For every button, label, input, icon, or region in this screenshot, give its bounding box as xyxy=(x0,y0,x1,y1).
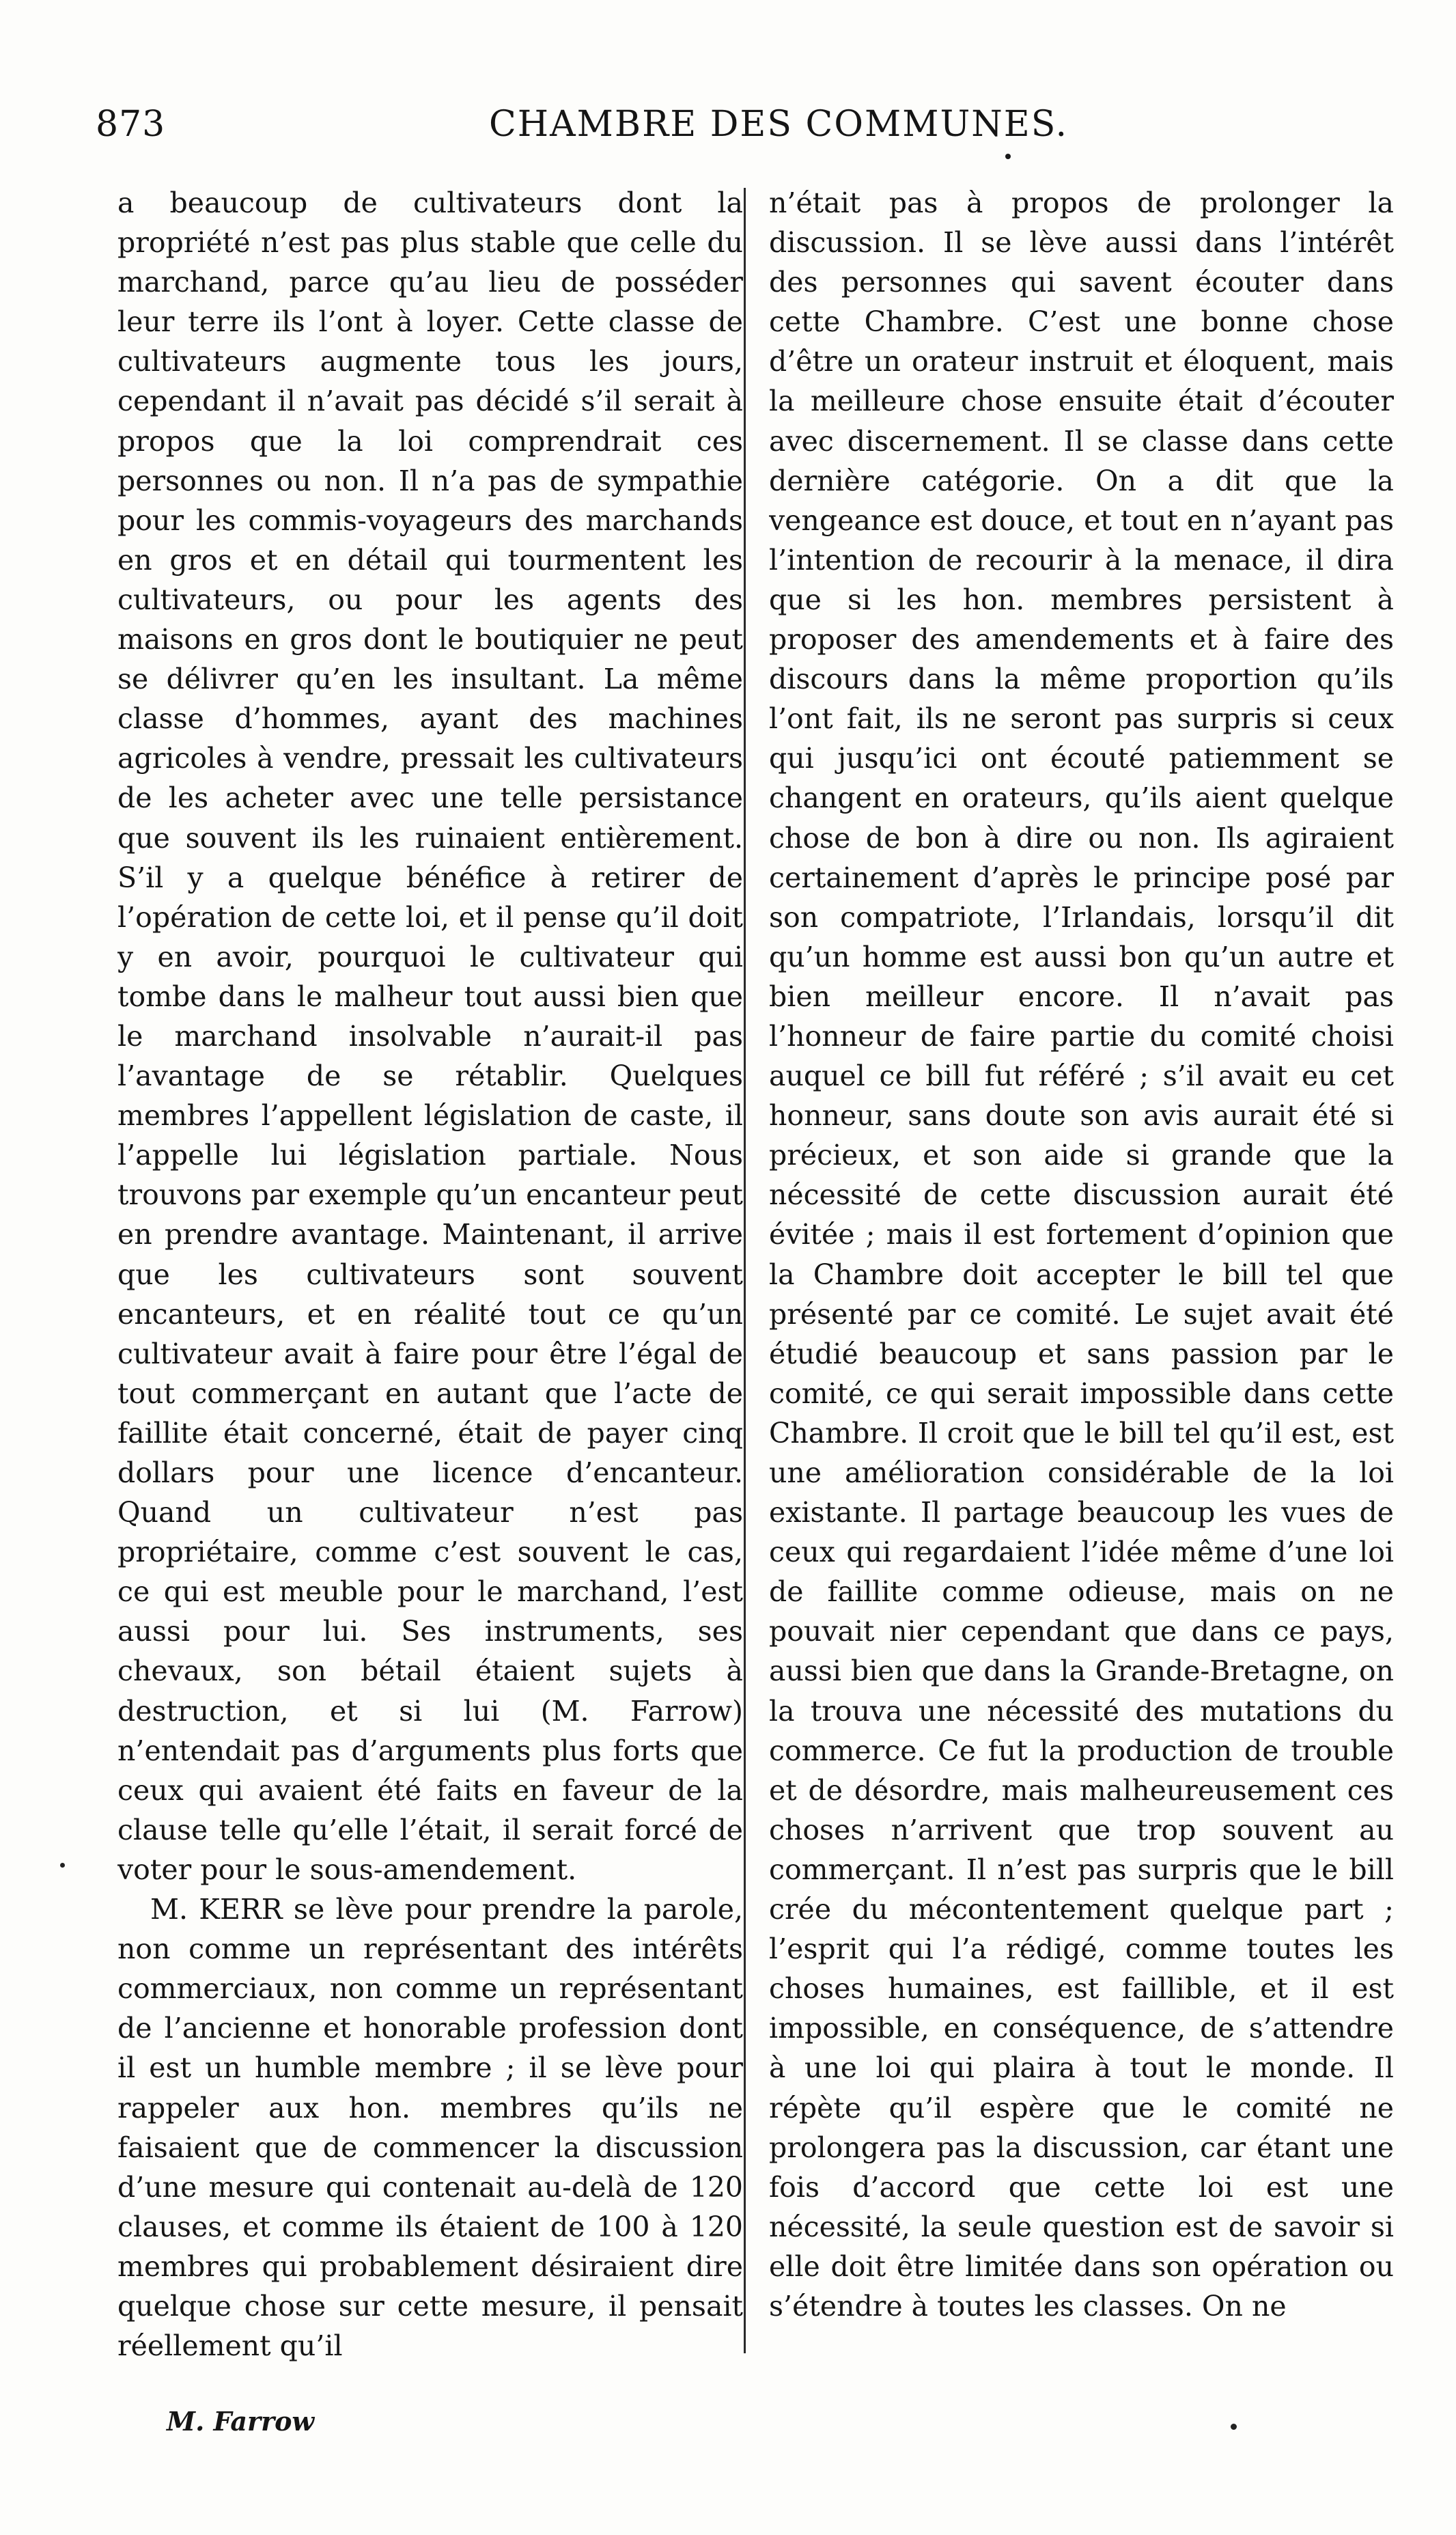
right-column xyxy=(769,183,1394,2369)
left-paragraph-2: M. KERR se lève pour prendre la parole, non comme un représentant des intérêts commerciaux, non comme un représentant de l’ancienne et honorable profession dont il est un humble membre ; il se lève pour rappeler aux hon. membres qu’ils ne faisaient que de commencer la discussion d’une mesure qui contenait au-delà de 120 clauses, et comme ils étaient de 100 à 120 membres qui probablement désiraient dire quelque chose sur cette mesure, il pensait réellement qu’il xyxy=(117,1893,743,2363)
speaker-catchword: M. Farrow xyxy=(167,2406,315,2437)
left-column xyxy=(117,183,743,2369)
column-divider xyxy=(744,188,746,2353)
left-paragraph-1: a beaucoup de cultivateurs dont la propriété n’est pas plus stable que celle du marchand, parce qu’au lieu de posséder leur terre ils l’ont à loyer. Cette classe de cultivateurs augmente tous les jours, cependant il n’avait pas décidé s’il serait à propos que la loi comprendrait ces personnes ou non. Il n’a pas de sympathie pour les commis-voyageurs des marchands en gros et en détail qui tourmentent les cultivateurs, ou pour les agents des maisons en gros dont le boutiquier ne peut se délivrer qu’en les insultant. La même classe d’hommes, ayant des machines agricoles à vendre, pressait les cultivateurs de les acheter avec une telle persistance que souvent ils les ruinaient entièrement. S’il y a quelque bénéfice à retirer de l’opération de cette loi, et il pense qu’il doit y en avoir, pourquoi le cultivateur qui tombe dans le malheur tout aussi bien que le marchand insolvable n’aurait-il pas l’avantage de se rétablir. Quelques membres l’appellent législation de caste, il l’appelle lui législation partiale. Nous trouvons par exemple qu’un encanteur peut en prendre avantage. Maintenant, il arrive que les cultivateurs sont souvent encanteurs, et en réalité tout ce qu’un cultivateur avait à faire pour être l’égal de tout commerçant en autant que l’acte de faillite était concerné, était de payer cinq dollars pour une licence d’encanteur. Quand un cultivateur n’est pas propriétaire, comme c’est souvent le cas, ce qui est meuble pour le marchand, l’est aussi pour lui. Ses instruments, ses chevaux, son bétail étaient sujets à destruction, et si lui (M. Farrow) n’entendait pas d’arguments plus forts que ceux qui avaient été faits en faveur de la clause telle qu’elle l’était, il serait forcé de voter pour le sous-amendement. xyxy=(117,186,743,1886)
running-title: CHAMBRE DES COMMUNES. xyxy=(488,104,1069,145)
margin-mark xyxy=(60,1863,65,1868)
right-paragraph-1: n’était pas à propos de prolonger la discussion. Il se lève aussi dans l’intérêt des personnes qui savent écouter dans cette Chambre. C’est une bonne chose d’être un orateur instruit et éloquent, mais la meilleure chose ensuite était d’écouter avec discernement. Il se classe dans cette dernière catégorie. On a dit que la vengeance est douce, et tout en n’ayant pas l’intention de recourir à la menace, il dira que si les hon. membres persistent à proposer des amendements et à faire des discours dans la même proportion qu’ils l’ont fait, ils ne seront pas surpris si ceux qui jusqu’ici ont écouté patiemment se changent en orateurs, qu’ils aient quelque chose de bon à dire ou non. Ils agiraient certainement d’après le principe posé par son compatriote, l’Irlandais, lorsqu’il dit qu’un homme est aussi bon qu’un autre et bien meilleur encore. Il n’avait pas l’honneur de faire partie du comité choisi auquel ce bill fut référé ; s’il avait eu cet honneur, sans doute son avis aurait été si précieux, et son aide si grande que la nécessité de cette discussion aurait été évitée ; mais il est fortement d’opinion que la Chambre doit accepter le bill tel que présenté par ce comité. Le sujet avait été étudié beaucoup et sans passion par le comité, ce qui serait impossible dans cette Chambre. Il croit que le bill tel qu’il est, est une amélioration considérable de la loi existante. Il partage beaucoup les vues de ceux qui regardaient l’idée même d’une loi de faillite comme odieuse, mais on ne pouvait nier cependant que dans ce pays, aussi bien que dans la Grande-Bretagne, on la trouva une nécessité des mutations du commerce. Ce fut la production de trouble et de désordre, mais malheureusement ces choses n’arrivent que trop souvent au commerçant. Il n’est pas surpris que le bill crée du mécontentement quelque part ; l’esprit qui l’a rédigé, comme toutes les choses humaines, est faillible, et il est impossible, en conséquence, de s’attendre à une loi qui plaira à tout le monde. Il répète qu’il espère que le comité ne prolongera pas la discussion, car étant une fois d’accord que cette loi est une nécessité, la seule question est de savoir si elle doit être limitée dans son opération ou s’étendre à toutes les classes. On ne xyxy=(769,186,1394,2323)
page-number: 873 xyxy=(96,104,166,145)
footer-mark xyxy=(1231,2424,1237,2430)
ink-speck xyxy=(1005,154,1011,159)
